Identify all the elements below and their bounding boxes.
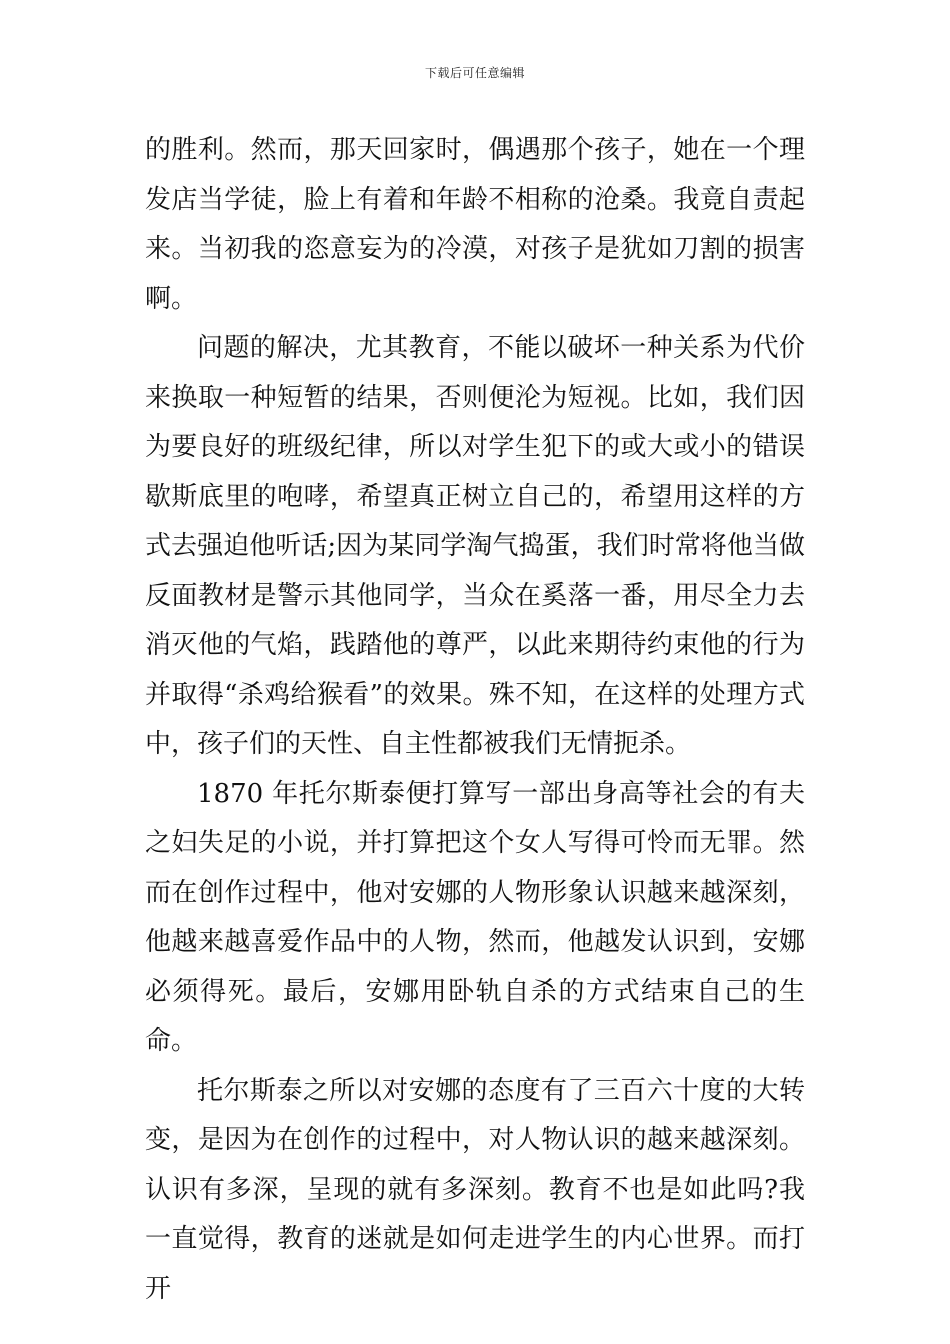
paragraph-4: 托尔斯泰之所以对安娜的态度有了三百六十度的大转变，是因为在创作的过程中，对人物认识的越来越深刻。认识有多深，呈现的就有多深刻。教育不也是如此吗?我一直觉得，教育的迷就是如何走进学生的内心世界。而打开 xyxy=(145,1075,805,1304)
paragraph-2: 问题的解决，尤其教育，不能以破坏一种关系为代价来换取一种短暂的结果，否则便沦为短视。比如，我们因为要良好的班级纪律，所以对学生犯下的或大或小的错误歇斯底里的咆哮，希望真正树立自己的，希望用这样的方式去强迫他听话;因为某同学淘气捣蛋，我们时常将他当做反面教材是警示其他同学，当众在奚落一番，用尽全力去消灭他的气焰，践踏他的尊严，以此来期待约束他的行为并取得“杀鸡给猴看”的效果。殊不知，在这样的处理方式中，孩子们的天性、自主性都被我们无情扼杀。 xyxy=(145,333,805,759)
page-header: 下载后可任意编辑 xyxy=(424,66,525,80)
paragraph-3: 1870 年托尔斯泰便打算写一部出身高等社会的有夫之妇失足的小说，并打算把这个女人写得可怜而无罪。然而在创作过程中，他对安娜的人物形象认识越来越深刻，他越来越喜爱作品中的人物，然而，他越发认识到，安娜必须得死。最后，安娜用卧轨自杀的方式结束自己的生命。 xyxy=(145,778,805,1056)
document-body xyxy=(145,126,805,1314)
paragraph-1: 的胜利。然而，那天回家时，偶遇那个孩子，她在一个理发店当学徒，脸上有着和年龄不相称的沧桑。我竟自责起来。当初我的恣意妄为的冷漠，对孩子是犹如刀割的损害啊。 xyxy=(145,135,805,314)
